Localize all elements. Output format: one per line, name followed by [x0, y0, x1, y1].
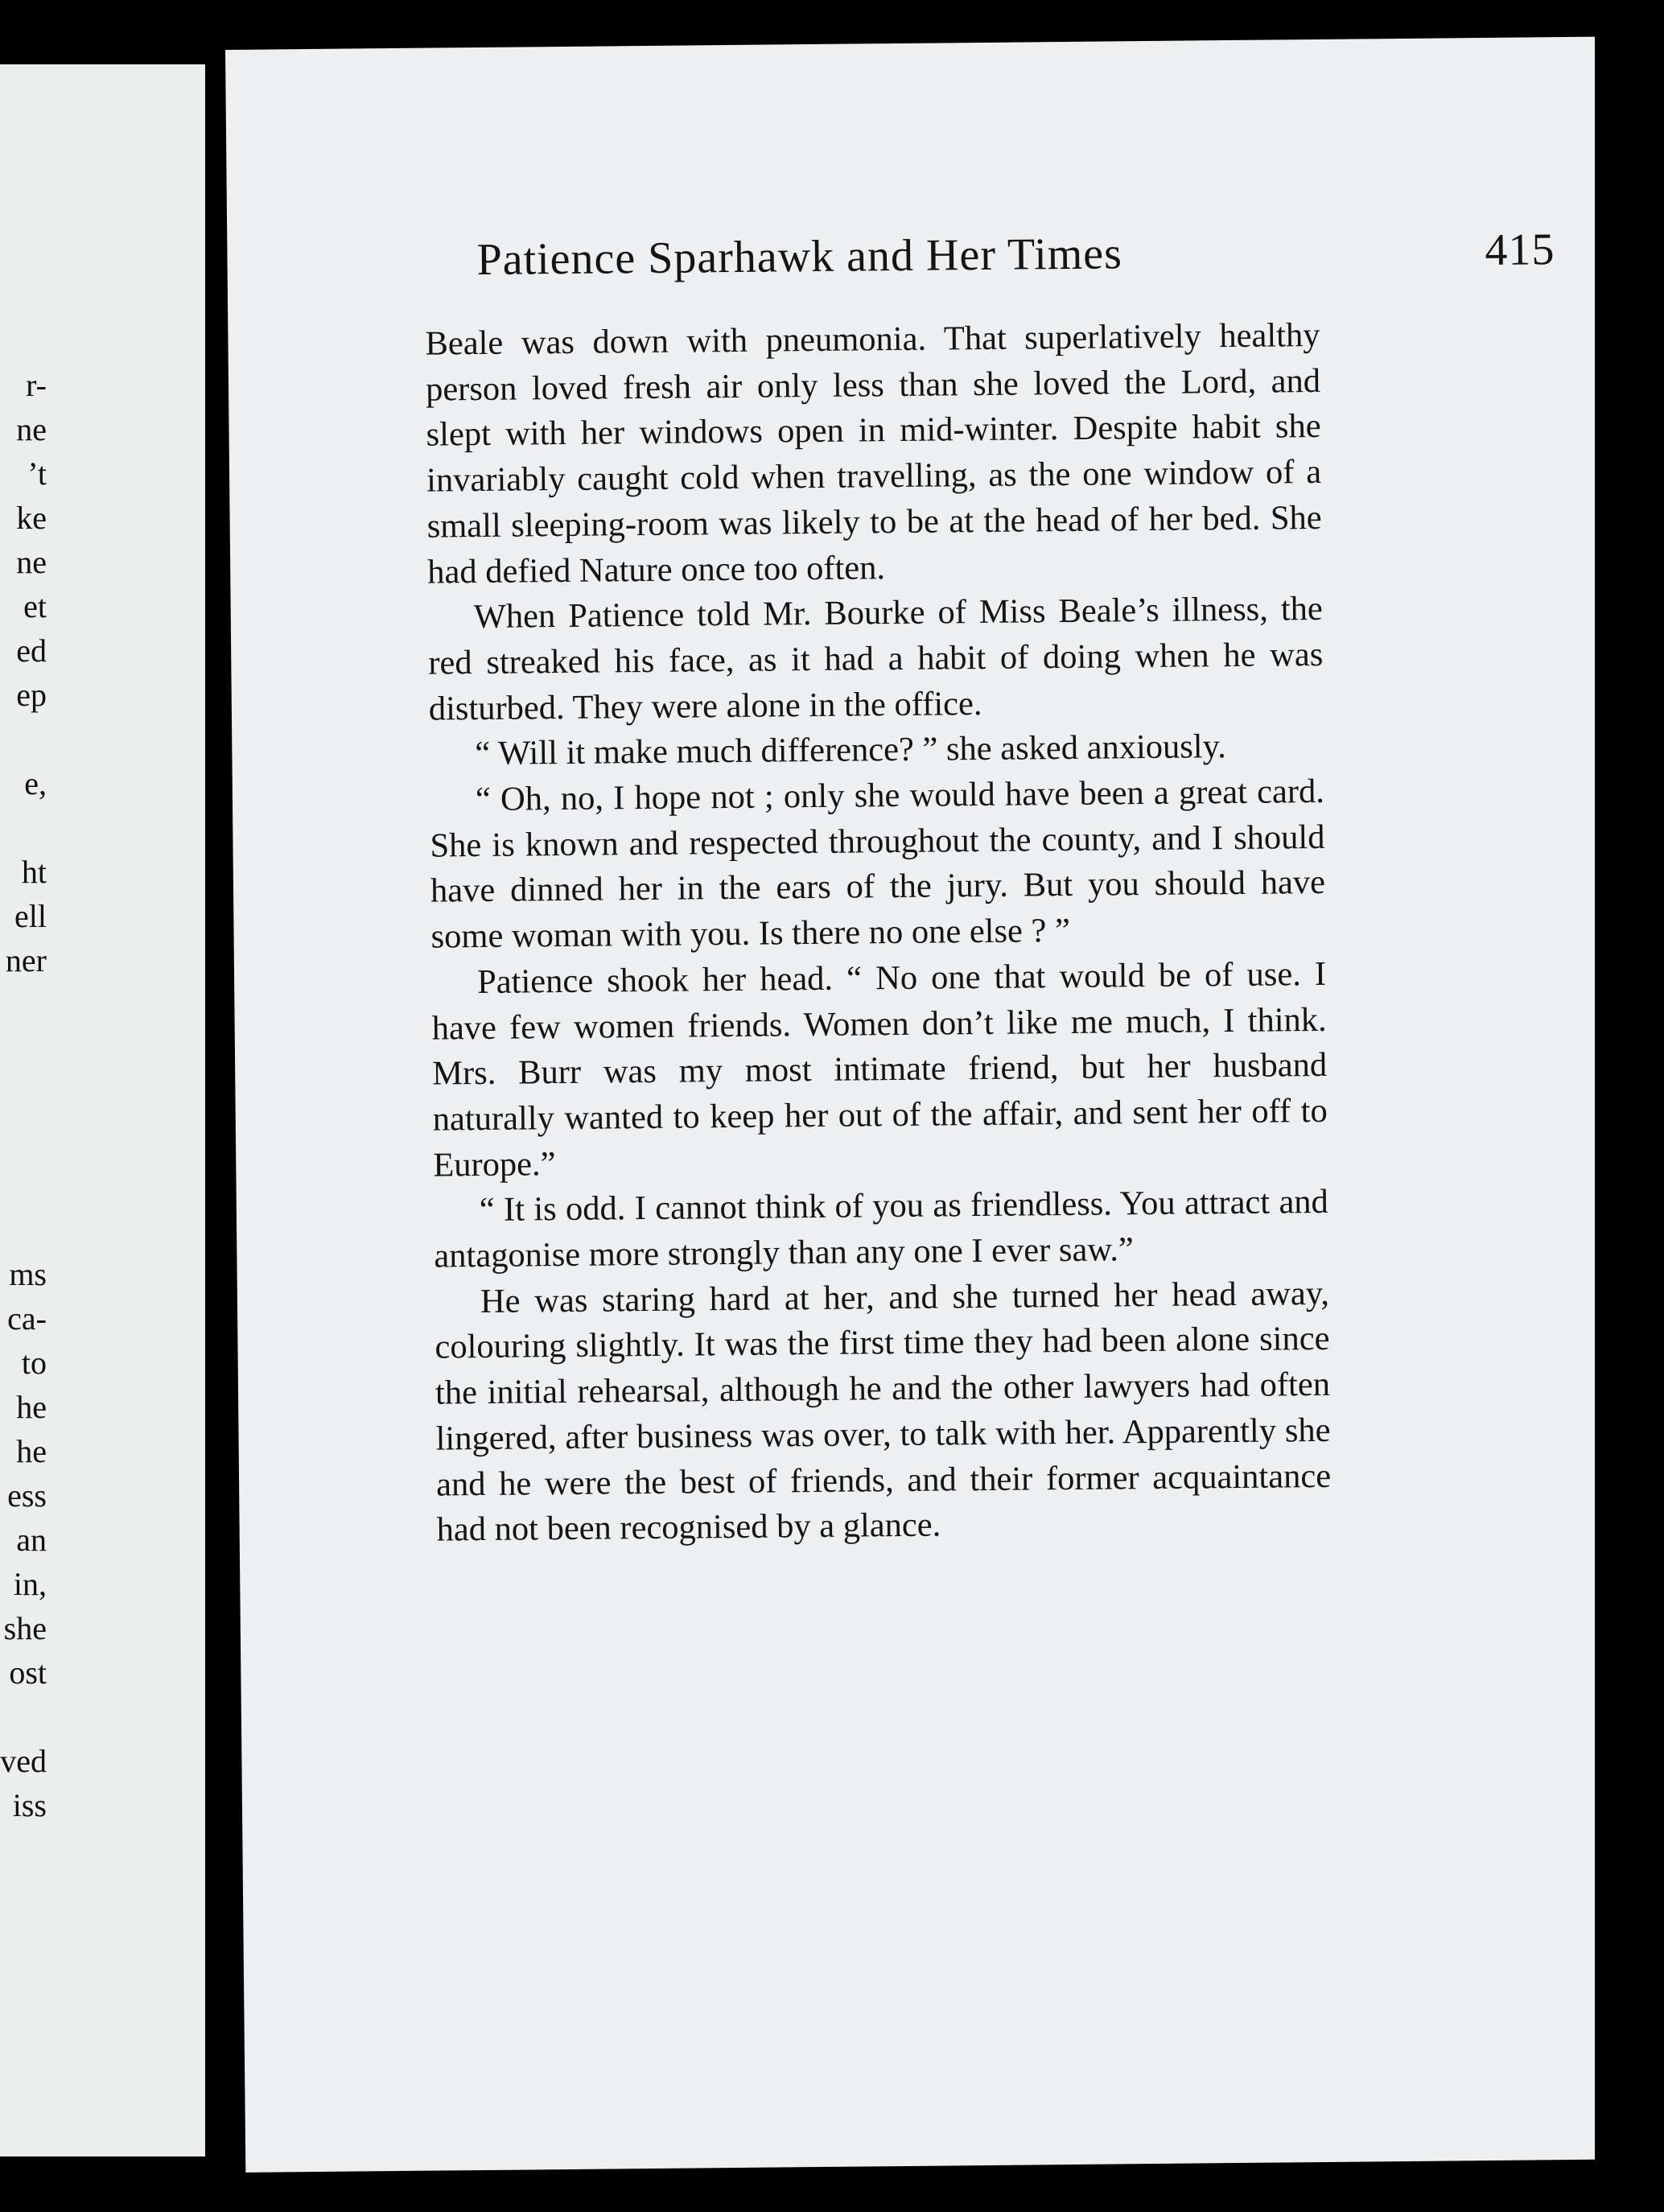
left-page-fragment: ess [7, 1477, 47, 1514]
left-page-fragment: to [21, 1345, 47, 1381]
paragraph: He was staring hard at her, and she turned her head away, colouring slightly. It was the first time they had been alone since the initial rehearsal, although he and the other lawyers had often lingered, after business was over, to talk with her. Apparently she and he were the best of friends, and their former acquaintance had not been recognised by a glance. [435, 1274, 1332, 1549]
paragraph: When Patience told Mr. Bourke of Miss Beale’s illness, the red streaked his face, as it had a habit of doing when he was disturbed. They were alone in the office. [428, 590, 1324, 728]
left-page-fragment: iss [12, 1787, 47, 1823]
right-page [225, 37, 1615, 2173]
left-page-fragment: ell [14, 898, 47, 934]
left-page-fragment: ’t [27, 455, 47, 492]
left-page-fragment: et [23, 588, 47, 624]
left-page-fragment: ed [16, 632, 47, 669]
running-head [476, 224, 1555, 286]
left-page-fragment: e, [24, 765, 47, 801]
left-page-fragment: ost [9, 1654, 47, 1691]
bottom-scan-border [0, 2173, 1664, 2212]
paragraph: Beale was down with pneumonia. That superlatively healthy person loved fresh air only less than she loved the Lord, and slept with her windows open in mid-winter. Despite habit she invariably caught cold when travelling, as the one window of a small sleeping-room was likely to be at the head of her bed. She had defied Nature once too often. [425, 315, 1322, 591]
left-page-fragment: he [16, 1389, 47, 1425]
left-page-fragment: ht [21, 854, 47, 890]
left-page-fragment: ved [0, 1743, 47, 1779]
left-page-fragment: ne [16, 544, 47, 580]
left-page-fragment: r- [26, 367, 47, 403]
right-scan-border [1595, 48, 1664, 2212]
left-page-fragment: ms [9, 1256, 47, 1292]
paragraph: Patience shook her head. “ No one that would be of use. I have few women friends. Women don’t like me much, I think. Mrs. Burr was my most intimate friend, but her husband naturally wanted to keep her out of the affair, and sent her off to Europe.” [431, 954, 1328, 1184]
book-gutter [205, 64, 229, 2173]
paragraph: “ Will it make much difference? ” she asked anxiously. [475, 727, 1226, 773]
page-number: 415 [1485, 224, 1555, 275]
paragraph: “ Oh, no, I hope not ; only she would have been a great card. She is known and respected throughout the county, and I should have dinned her in the ears of the jury. But you should have some woman with you. Is there no one else ? ” [430, 772, 1326, 956]
left-page-fragment: ner [5, 942, 47, 978]
left-page-fragment: he [16, 1433, 47, 1469]
left-page-text-fragments [0, 64, 205, 2156]
left-page-fragment: ne [16, 411, 47, 447]
left-page-fragment: in, [13, 1566, 47, 1602]
left-page-fragment: ep [16, 677, 47, 713]
left-page [0, 64, 205, 2156]
paragraph: “ It is odd. I cannot think of you as friendless. You attract and antagonise more strongly than any one I ever saw.” [434, 1183, 1329, 1275]
left-page-fragment: ca- [7, 1300, 47, 1337]
left-page-fragment: ke [16, 500, 47, 536]
running-title: Patience Sparhawk and Her Times [476, 229, 1123, 286]
left-page-fragment: an [16, 1522, 47, 1558]
page-body [425, 313, 1332, 1554]
left-page-fragment: she [3, 1610, 47, 1646]
